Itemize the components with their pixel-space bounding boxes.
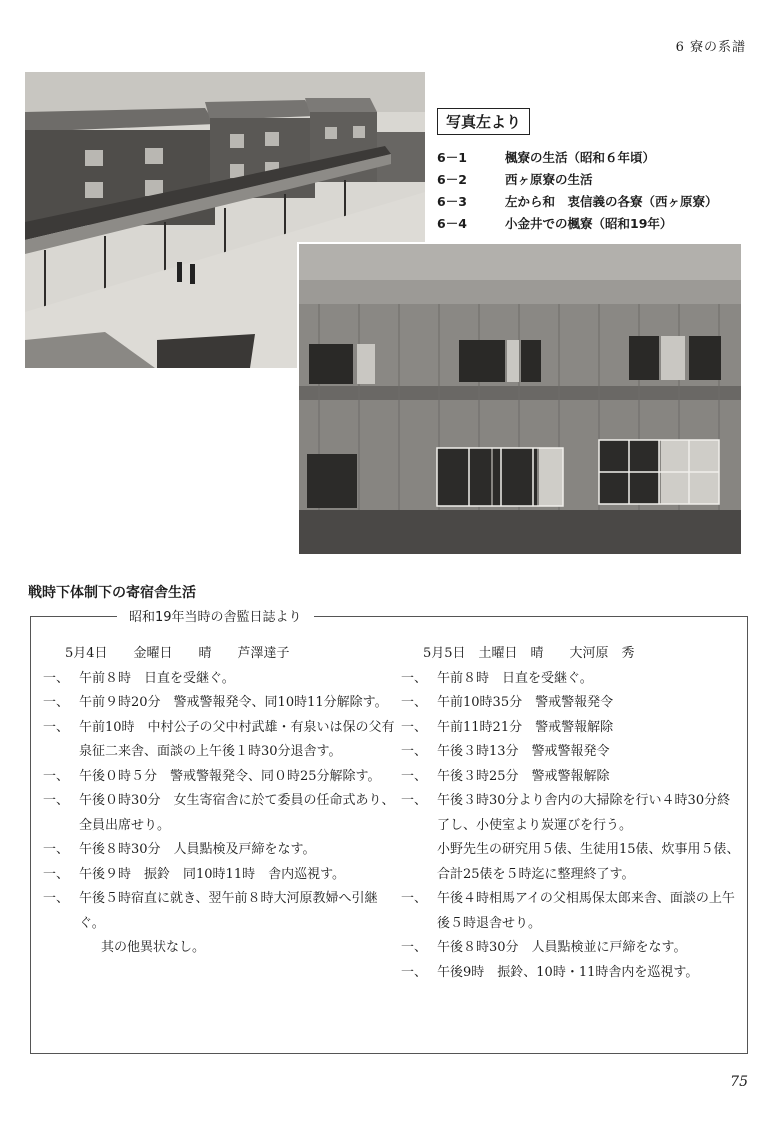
diary-entry — [401, 691, 743, 716]
diary-left-column — [43, 642, 395, 961]
caption-item — [437, 213, 767, 235]
entry-mark: 一、 — [401, 719, 428, 735]
entry-text: 午後9時 振鈴、10時・11時舎内を巡視す。 — [437, 964, 699, 980]
entry-mark: 一、 — [401, 891, 428, 906]
caption-text: 小金井での楓寮（昭和19年） — [505, 216, 673, 231]
entry-text: 午後０時５分 警戒警報発令、同０時25分解除す。 — [79, 768, 381, 784]
entry-mark: 一、 — [401, 670, 428, 686]
diary-entry — [43, 691, 395, 716]
diary-note: 小野先生の研究用５俵、生徒用15俵、炊事用５俵、合計25俵を５時迄に整理終了す。 — [437, 842, 740, 882]
entry-mark: 一、 — [401, 695, 428, 710]
caption-text: 左から和 衷信義の各寮（西ヶ原寮） — [505, 194, 718, 209]
caption-text: 西ヶ原寮の生活 — [505, 172, 593, 187]
caption-number: 6－4 — [437, 216, 467, 231]
entry-text: 午前９時20分 警戒警報発令、同10時11分解除す。 — [79, 695, 388, 710]
entry-mark: 一、 — [43, 670, 70, 686]
entry-text: 午後３時30分より舎内の大掃除を行い４時30分終了し、小使室より炭運びを行う。 — [437, 793, 731, 833]
entry-mark: 一、 — [401, 964, 428, 980]
diary-closing: 其の他異状なし。 — [101, 940, 206, 955]
page-number: 75 — [730, 1074, 748, 1090]
entry-text: 午後９時 振鈴 同10時11時 舎内巡視す。 — [79, 866, 346, 882]
caption-item — [437, 147, 767, 169]
diary-entry — [401, 961, 743, 986]
diary-entry — [43, 765, 395, 790]
entry-text: 午前10時35分 警戒警報発令 — [437, 695, 614, 710]
diary-entry — [401, 667, 743, 692]
caption-title: 写真左より — [437, 108, 530, 135]
entry-text: 午前11時21分 警戒警報解除 — [437, 719, 614, 735]
entry-date-header: 5月5日 土曜日 晴 大河原 秀 — [423, 646, 635, 661]
photo-nishigahara-dorm-image — [299, 244, 741, 554]
entry-mark: 一、 — [43, 842, 70, 857]
diary-entry — [401, 765, 743, 790]
diary-entry — [401, 740, 743, 765]
caption-text: 楓寮の生活（昭和６年頃） — [505, 150, 656, 165]
entry-mark: 一、 — [43, 719, 70, 735]
caption-list — [437, 147, 767, 235]
caption-number: 6－2 — [437, 172, 467, 187]
entry-mark: 一、 — [43, 793, 70, 808]
entry-text: 午後８時30分 人員點検及戸締をなす。 — [79, 842, 316, 857]
entry-text: 午後０時30分 女生寄宿舎に於て委員の任命式あり、全員出席せり。 — [79, 793, 395, 833]
entry-text: 午後４時相馬アイの父相馬保太郎来舎、面談の上午後５時退舎せり。 — [437, 891, 735, 931]
entry-text: 午前８時 日直を受継ぐ。 — [79, 670, 235, 686]
caption-number: 6－3 — [437, 194, 467, 209]
entry-mark: 一、 — [401, 744, 428, 759]
diary-right-column — [401, 642, 743, 985]
diary-entry — [43, 667, 395, 692]
diary-entry — [43, 789, 395, 838]
subtitle-rule-left — [31, 616, 117, 617]
diary-entry — [43, 838, 395, 863]
entry-mark: 一、 — [401, 768, 428, 784]
entry-mark: 一、 — [43, 891, 70, 906]
caption-item — [437, 191, 767, 213]
entry-mark: 一、 — [43, 866, 70, 882]
diary-entry — [43, 887, 395, 936]
entry-text: 午前10時 中村公子の父中村武雄・有泉いは保の父有泉征二来舎、面談の上午後１時30分退舎す。 — [79, 719, 395, 759]
entry-text: 午後３時13分 警戒警報発令 — [437, 744, 610, 759]
caption-number: 6－1 — [437, 150, 467, 165]
diary-entry — [401, 936, 743, 961]
diary-entry — [401, 789, 743, 838]
section-heading: 戦時下体制下の寄宿舎生活 — [28, 585, 196, 601]
diary-entry — [43, 716, 395, 765]
entry-text: 午後８時30分 人員點検並に戸締をなす。 — [437, 940, 687, 955]
photo-caption — [437, 108, 767, 235]
entry-mark: 一、 — [401, 793, 428, 808]
caption-item — [437, 169, 767, 191]
diary-box — [30, 610, 748, 1054]
entry-date-header: 5月4日 金曜日 晴 芦澤達子 — [65, 646, 290, 661]
photo-nishigahara-dorm — [297, 242, 743, 556]
entry-text: 午後５時宿直に就き、翌午前８時大河原教婦へ引継ぐ。 — [79, 891, 378, 931]
running-head: 6 寮の系譜 — [675, 40, 746, 55]
subtitle-rule-right — [314, 616, 747, 617]
entry-mark: 一、 — [43, 768, 70, 784]
entry-text: 午後３時25分 警戒警報解除 — [437, 768, 610, 784]
diary-entry — [43, 863, 395, 888]
entry-text: 午前８時 日直を受継ぐ。 — [437, 670, 593, 686]
diary-entry — [401, 716, 743, 741]
entry-mark: 一、 — [43, 695, 70, 710]
box-subtitle: 昭和19年当時の舎監日誌より — [119, 606, 312, 625]
diary-entry — [401, 887, 743, 936]
entry-mark: 一、 — [401, 940, 428, 955]
